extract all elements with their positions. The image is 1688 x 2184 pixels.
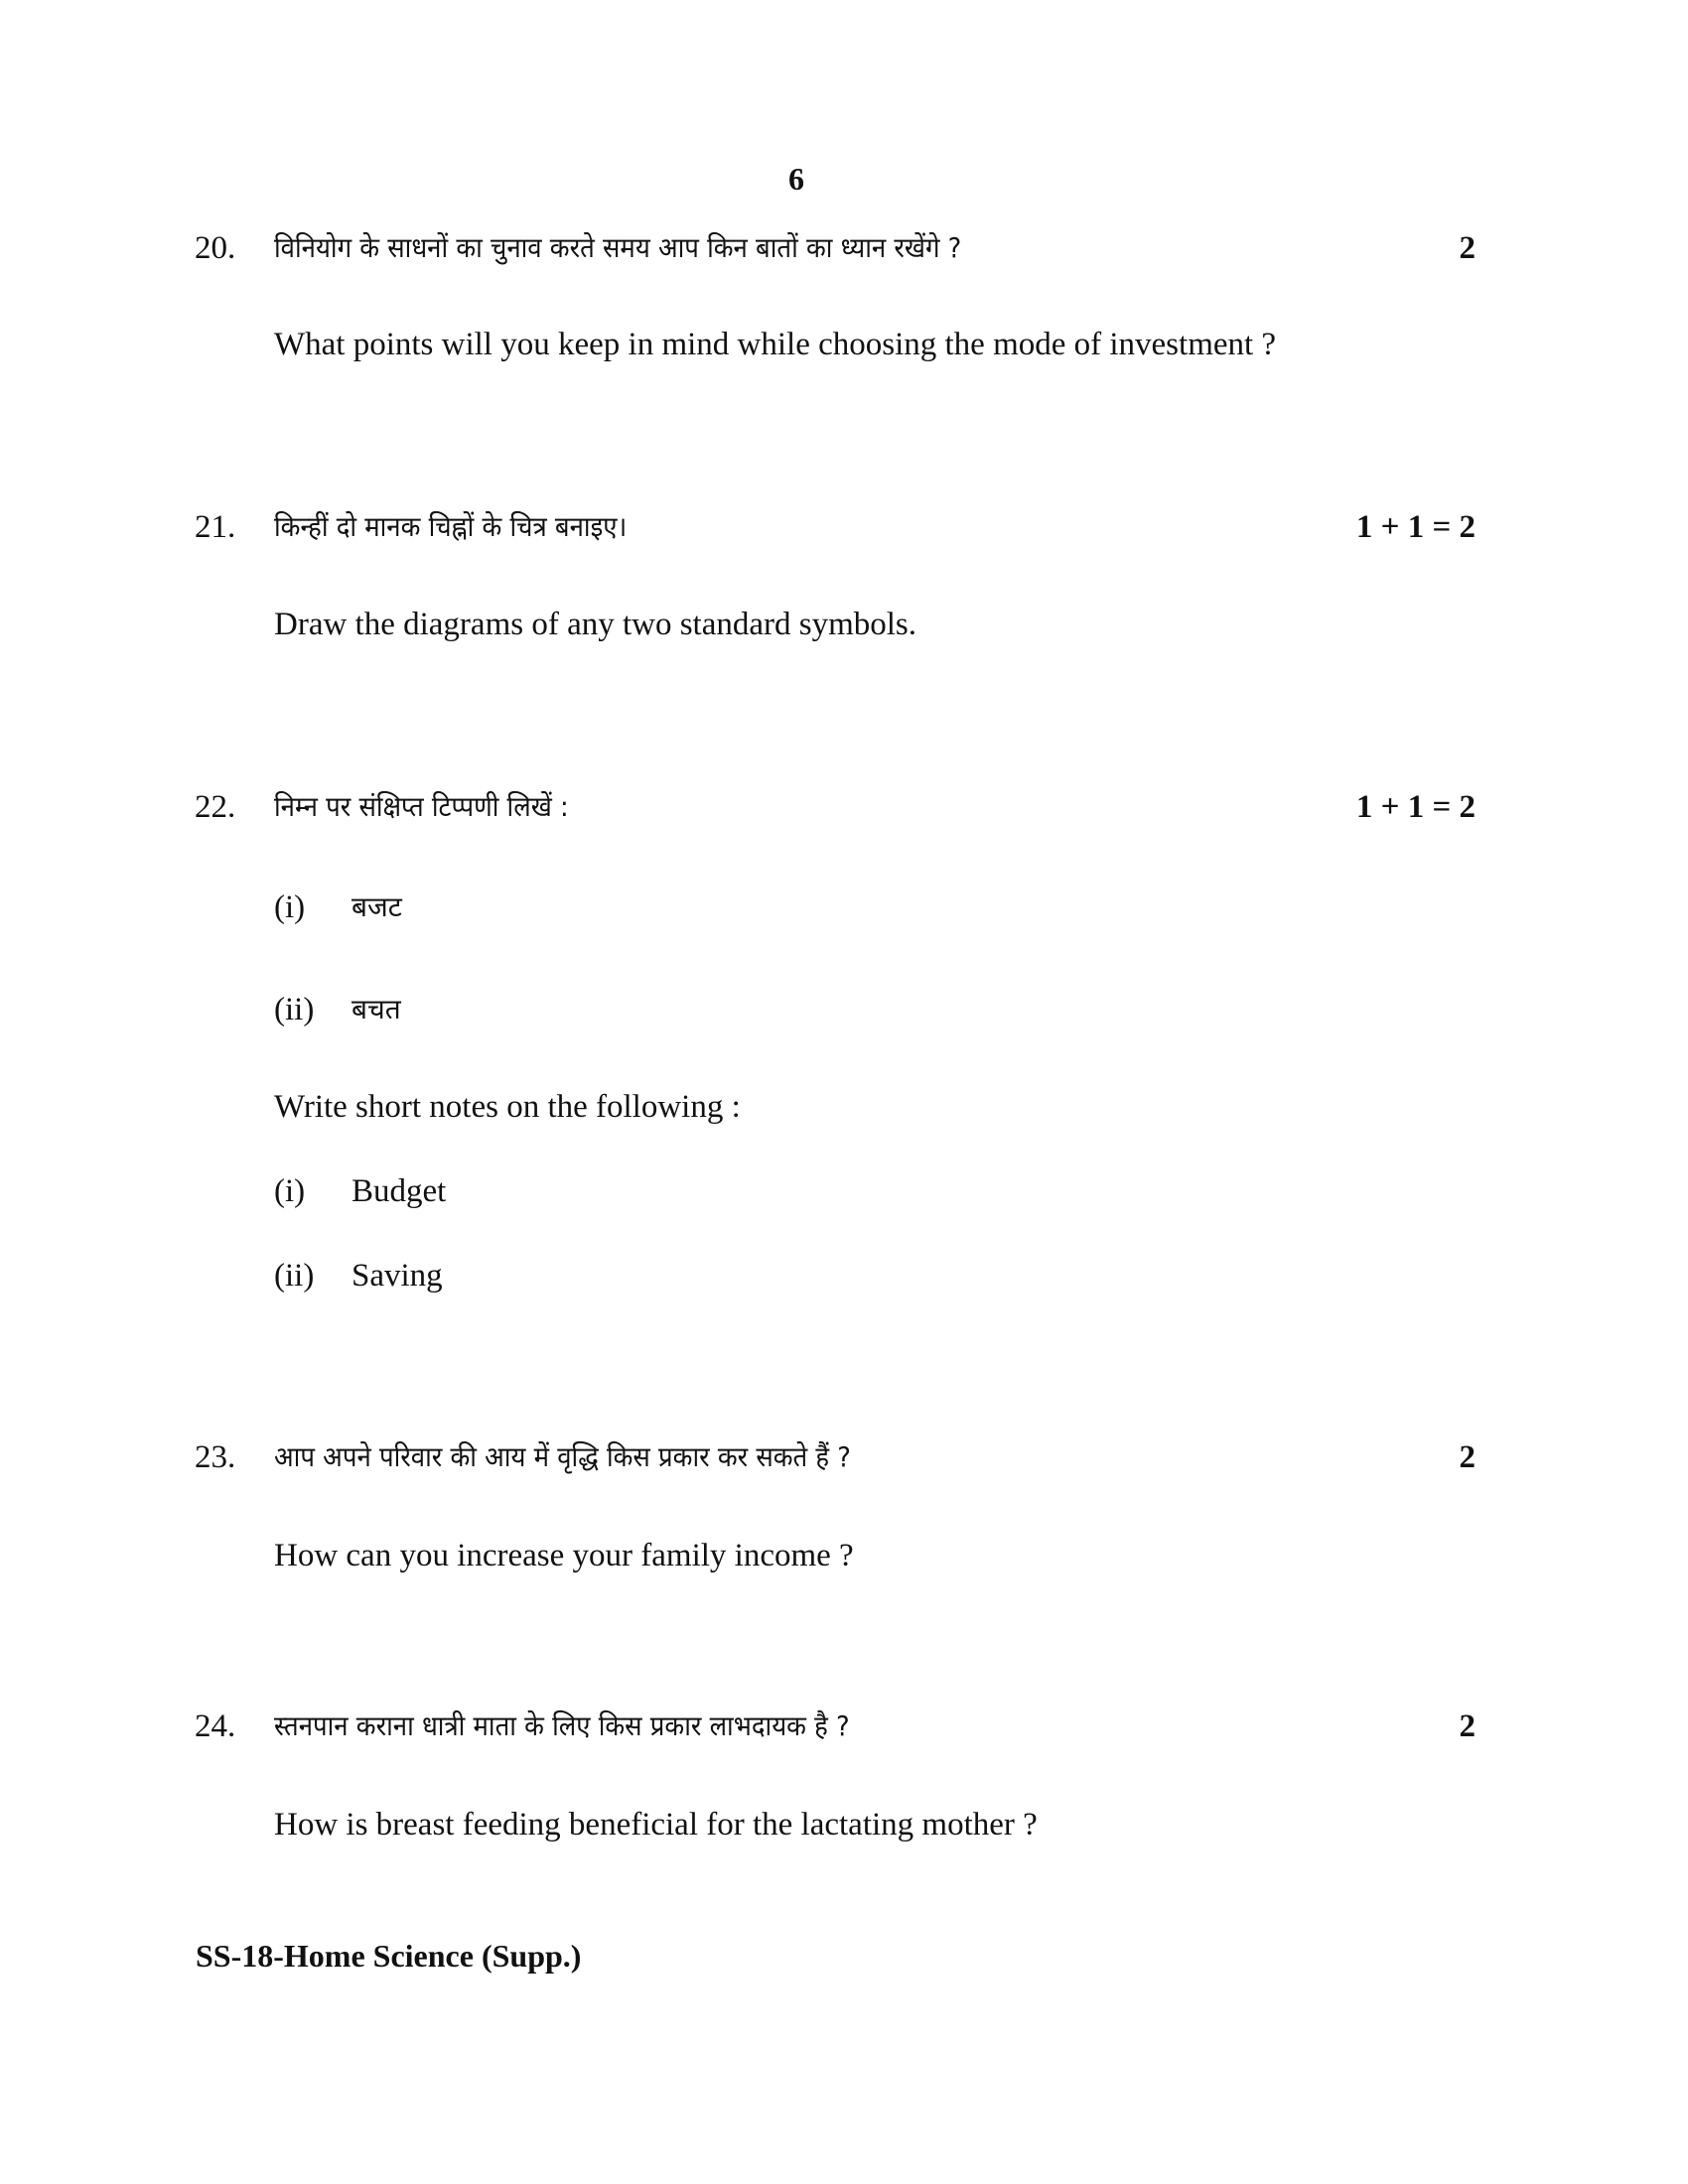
- page-number: 6: [788, 161, 804, 197]
- sub-part-text-english: Saving: [352, 1258, 443, 1294]
- question-text-english: Draw the diagrams of any two standard symbols.: [274, 607, 917, 642]
- question-text-english: Write short notes on the following :: [274, 1089, 741, 1125]
- sub-part-label: (i): [274, 889, 306, 925]
- question-text-hindi: विनियोग के साधनों का चुनाव करते समय आप किन बातों का ध्यान रखेंगे ?: [274, 231, 962, 264]
- sub-part-text-hindi: बचत: [352, 993, 401, 1025]
- question-number: 22.: [195, 789, 236, 825]
- sub-part-text-hindi: बजट: [352, 890, 402, 923]
- question-marks: 2: [1459, 1439, 1476, 1475]
- question-text-english: What points will you keep in mind while choosing the mode of investment ?: [274, 327, 1277, 362]
- question-number: 20.: [195, 230, 236, 266]
- question-marks: 2: [1459, 230, 1476, 266]
- question-marks: 1 + 1 = 2: [1355, 789, 1476, 825]
- sub-part-label: (ii): [274, 992, 315, 1027]
- question-text-hindi: आप अपने परिवार की आय में वृद्धि किस प्रकार कर सकते हैं ?: [274, 1440, 851, 1473]
- sub-part-label: (i): [274, 1173, 306, 1209]
- question-text-hindi: स्तनपान कराना धात्री माता के लिए किस प्रकार लाभदायक है ?: [274, 1709, 850, 1742]
- sub-part-label: (ii): [274, 1258, 315, 1294]
- question-text-hindi: निम्न पर संक्षिप्त टिप्पणी लिखें :: [274, 790, 569, 823]
- footer-paper-code: SS-18-Home Science (Supp.): [196, 1938, 582, 1974]
- sub-part-text-english: Budget: [352, 1173, 447, 1209]
- question-text-english: How can you increase your family income ?: [274, 1538, 854, 1573]
- question-text-hindi: किन्हीं दो मानक चिह्नों के चित्र बनाइए।: [274, 510, 628, 543]
- question-number: 23.: [195, 1439, 236, 1475]
- question-number: 21.: [195, 509, 236, 545]
- question-number: 24.: [195, 1708, 236, 1744]
- question-marks: 1 + 1 = 2: [1355, 509, 1476, 545]
- question-marks: 2: [1459, 1708, 1476, 1744]
- question-text-english: How is breast feeding beneficial for the lactating mother ?: [274, 1807, 1038, 1843]
